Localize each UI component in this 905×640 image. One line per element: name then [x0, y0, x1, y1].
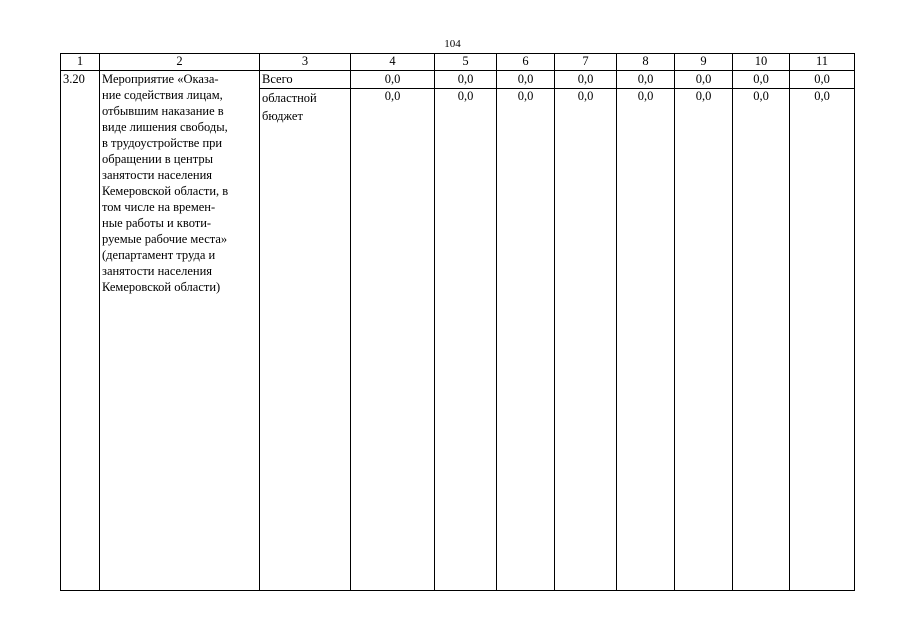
financing-table [60, 53, 855, 591]
header-cell: 8 [617, 54, 675, 71]
funding-source: Всего [260, 71, 351, 89]
row-code: 3.20 [61, 71, 100, 591]
value-cell: 0,0 [555, 71, 617, 89]
header-cell: 3 [260, 54, 351, 71]
value-cell: 0,0 [351, 89, 435, 591]
value-cell: 0,0 [497, 71, 555, 89]
value-cell: 0,0 [733, 89, 790, 591]
value-cell: 0,0 [555, 89, 617, 591]
table-row [61, 71, 855, 89]
value-cell: 0,0 [351, 71, 435, 89]
value-cell: 0,0 [790, 71, 855, 89]
header-cell: 4 [351, 54, 435, 71]
header-cell: 10 [733, 54, 790, 71]
value-cell: 0,0 [675, 89, 733, 591]
page-number: 104 [444, 38, 461, 50]
value-cell: 0,0 [733, 71, 790, 89]
header-cell: 6 [497, 54, 555, 71]
value-cell: 0,0 [617, 89, 675, 591]
header-cell: 2 [100, 54, 260, 71]
header-cell: 5 [435, 54, 497, 71]
header-cell: 11 [790, 54, 855, 71]
value-cell: 0,0 [435, 89, 497, 591]
funding-source: областной бюджет [260, 89, 351, 591]
header-cell: 9 [675, 54, 733, 71]
value-cell: 0,0 [675, 71, 733, 89]
header-cell: 1 [61, 54, 100, 71]
header-row [61, 54, 855, 71]
value-cell: 0,0 [497, 89, 555, 591]
measure-name: Мероприятие «Оказа- ние содействия лицам, отбывшим наказание в виде лишения свободы, в трудоустройстве при обращении в центры занятости населения Кемеровской области, в том числе на времен- ные работы и квоти- руемые рабочие места» (департамент труда и занятости населения Кемеровской области) [100, 71, 260, 591]
header-cell: 7 [555, 54, 617, 71]
value-cell: 0,0 [617, 71, 675, 89]
value-cell: 0,0 [435, 71, 497, 89]
value-cell: 0,0 [790, 89, 855, 591]
